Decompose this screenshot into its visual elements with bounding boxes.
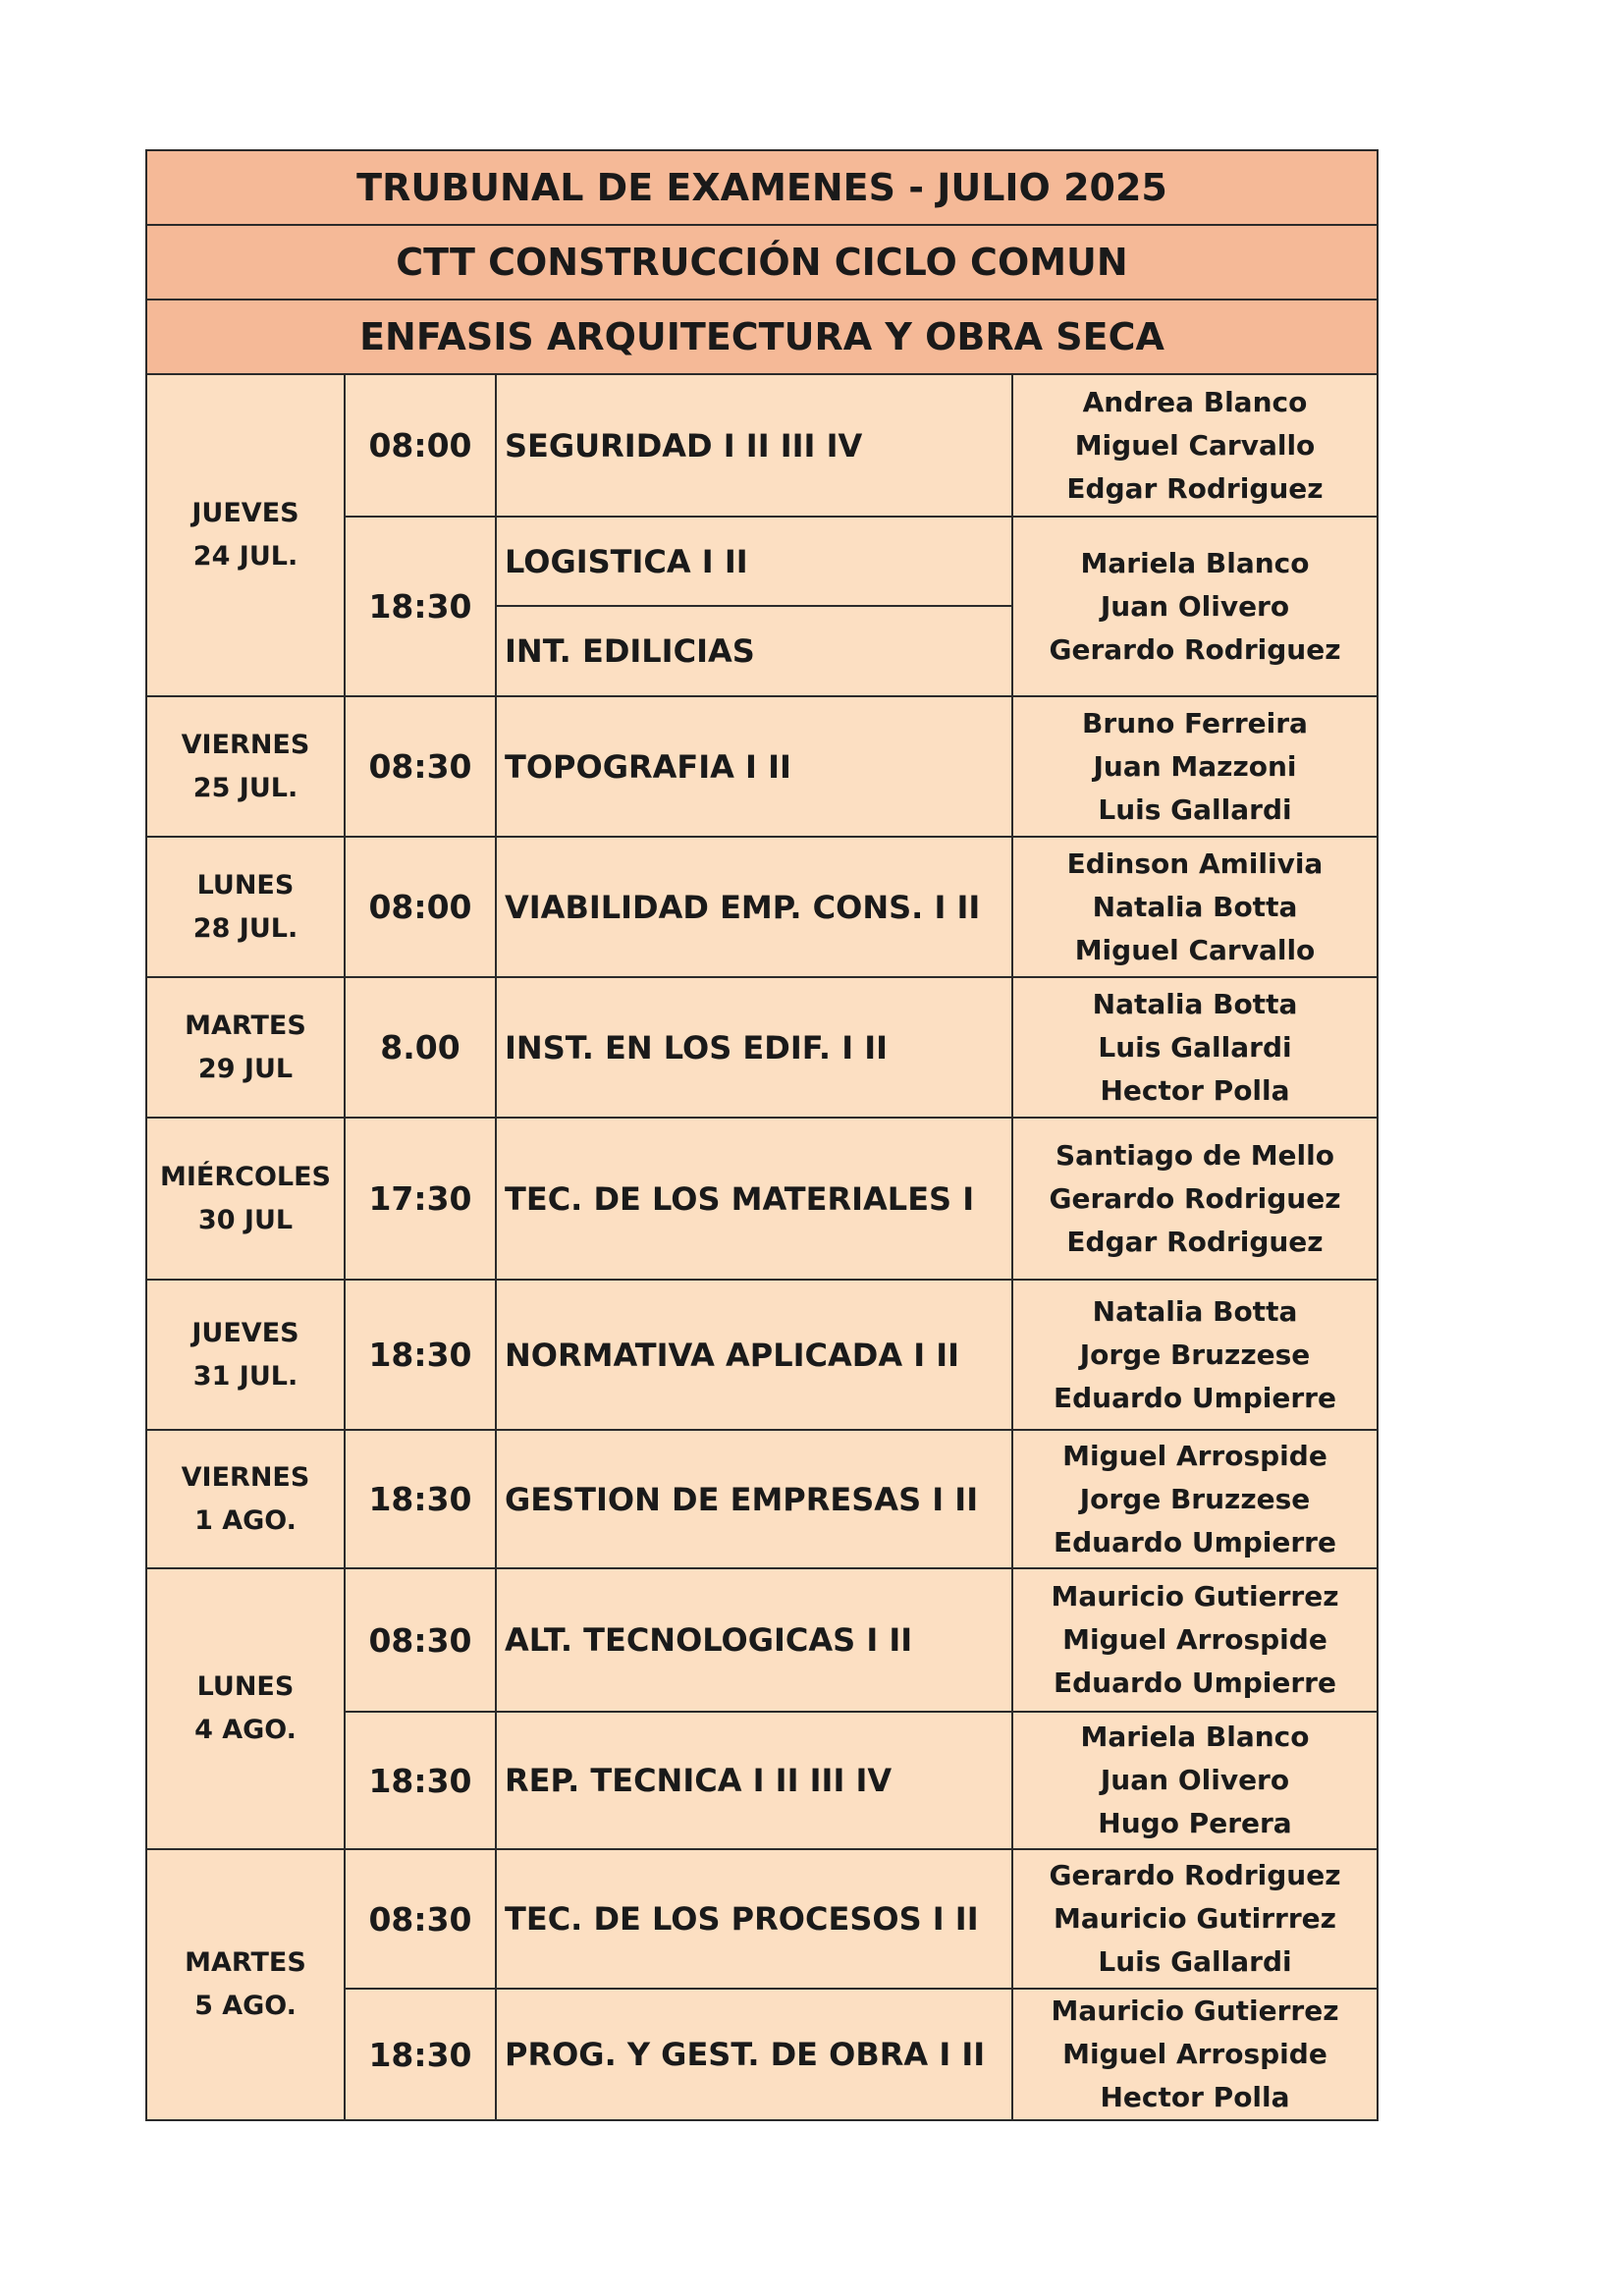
exam-time: 18:30 <box>345 1989 496 2120</box>
schedule-row <box>146 977 1378 1118</box>
exam-weekday: JUEVES <box>191 498 299 528</box>
exam-time: 8.00 <box>345 977 496 1118</box>
emphasis-row <box>146 300 1378 374</box>
schedule-subtitle: CTT CONSTRUCCIÓN CICLO COMUN <box>146 225 1378 300</box>
tribunal-member: Eduardo Umpierre <box>1054 1381 1336 1414</box>
exam-date: 4 AGO. <box>194 1715 297 1745</box>
exam-subject: TOPOGRAFIA I II <box>496 696 1012 837</box>
exam-time: 08:30 <box>345 696 496 837</box>
exam-tribunal <box>1012 977 1378 1118</box>
tribunal-member: Miguel Carvallo <box>1074 933 1316 966</box>
exam-date: 31 JUL. <box>192 1360 298 1392</box>
exam-subject: TEC. DE LOS PROCESOS I II <box>496 1849 1012 1989</box>
exam-day-cell <box>146 1849 345 2120</box>
schedule-row <box>146 696 1378 837</box>
exam-subject: NORMATIVA APLICADA I II <box>496 1280 1012 1430</box>
exam-date: 29 JUL <box>197 1053 294 1084</box>
tribunal-member: Mauricio Gutierrez <box>1051 1995 1339 2027</box>
exam-weekday: MARTES <box>185 1947 306 1978</box>
exam-day-cell <box>146 1118 345 1280</box>
tribunal-member: Hector Polla <box>1100 2081 1290 2113</box>
exam-tribunal <box>1012 1118 1378 1280</box>
exam-schedule-body <box>146 150 1378 2120</box>
exam-date: 1 AGO. <box>194 1504 297 1536</box>
exam-tribunal <box>1012 1568 1378 1712</box>
exam-tribunal <box>1012 696 1378 837</box>
tribunal-member: Gerardo Rodriguez <box>1049 1181 1341 1215</box>
exam-time: 18:30 <box>345 517 496 696</box>
tribunal-member: Eduardo Umpierre <box>1054 1525 1336 1558</box>
exam-subject: TEC. DE LOS MATERIALES I <box>496 1118 1012 1280</box>
tribunal-member: Luis Gallardi <box>1098 1945 1292 1978</box>
tribunal-member: Eduardo Umpierre <box>1054 1667 1336 1699</box>
exam-weekday: MIÉRCOLES <box>159 1161 331 1192</box>
exam-day-cell <box>146 696 345 837</box>
tribunal-member: Jorge Bruzzese <box>1079 1338 1311 1371</box>
exam-tribunal <box>1012 517 1378 696</box>
tribunal-member: Juan Olivero <box>1100 589 1290 623</box>
exam-time: 18:30 <box>345 1280 496 1430</box>
exam-time: 18:30 <box>345 1712 496 1849</box>
exam-tribunal <box>1012 1430 1378 1568</box>
exam-subject: LOGISTICA I II <box>496 517 1012 606</box>
schedule-row <box>146 374 1378 517</box>
tribunal-member: Miguel Arrospide <box>1062 1439 1327 1472</box>
exam-day-cell <box>146 837 345 977</box>
schedule-row <box>146 1849 1378 1989</box>
exam-weekday: LUNES <box>196 869 295 901</box>
tribunal-member: Miguel Arrospide <box>1062 2038 1327 2070</box>
tribunal-member: Juan Mazzoni <box>1093 749 1297 783</box>
exam-subject: INST. EN LOS EDIF. I II <box>496 977 1012 1118</box>
schedule-emphasis: ENFASIS ARQUITECTURA Y OBRA SECA <box>146 300 1378 374</box>
schedule-row <box>146 1280 1378 1430</box>
exam-weekday: JUEVES <box>191 1317 299 1348</box>
exam-time: 08:30 <box>345 1849 496 1989</box>
tribunal-member: Luis Gallardi <box>1098 793 1292 826</box>
exam-date: 24 JUL. <box>192 541 298 572</box>
exam-day-cell <box>146 977 345 1118</box>
exam-tribunal <box>1012 1712 1378 1849</box>
exam-day-cell <box>146 374 345 696</box>
tribunal-member: Gerardo Rodriguez <box>1049 1859 1341 1891</box>
tribunal-member: Natalia Botta <box>1092 1294 1298 1328</box>
tribunal-member: Bruno Ferreira <box>1082 706 1308 739</box>
exam-time: 17:30 <box>345 1118 496 1280</box>
exam-weekday: MARTES <box>185 1010 306 1041</box>
schedule-row <box>146 1430 1378 1568</box>
exam-day-cell <box>146 1280 345 1430</box>
schedule-row <box>146 837 1378 977</box>
exam-date: 28 JUL. <box>192 912 298 944</box>
tribunal-member: Andrea Blanco <box>1082 385 1308 418</box>
tribunal-member: Santiago de Mello <box>1056 1138 1334 1172</box>
exam-subject: VIABILIDAD EMP. CONS. I II <box>496 837 1012 977</box>
exam-subject: ALT. TECNOLOGICAS I II <box>496 1568 1012 1712</box>
exam-subject: SEGURIDAD I II III IV <box>496 374 1012 517</box>
tribunal-member: Mariela Blanco <box>1080 546 1310 579</box>
tribunal-member: Mauricio Gutierrez <box>1051 1580 1339 1613</box>
tribunal-member: Hugo Perera <box>1098 1807 1292 1839</box>
exam-tribunal <box>1012 374 1378 517</box>
tribunal-member: Gerardo Rodriguez <box>1049 632 1341 666</box>
tribunal-member: Juan Olivero <box>1100 1764 1290 1796</box>
title-row <box>146 150 1378 225</box>
tribunal-member: Edgar Rodriguez <box>1066 471 1324 505</box>
exam-subject: PROG. Y GEST. DE OBRA I II <box>496 1989 1012 2120</box>
tribunal-member: Miguel Arrospide <box>1062 1623 1327 1656</box>
tribunal-member: Mauricio Gutirrrez <box>1054 1902 1336 1935</box>
exam-time: 08:00 <box>345 837 496 977</box>
exam-subject: GESTION DE EMPRESAS I II <box>496 1430 1012 1568</box>
exam-tribunal <box>1012 1989 1378 2120</box>
exam-weekday: VIERNES <box>181 1461 310 1493</box>
exam-date: 5 AGO. <box>194 1991 297 2021</box>
exam-weekday: LUNES <box>196 1671 295 1702</box>
exam-tribunal <box>1012 837 1378 977</box>
tribunal-member: Miguel Carvallo <box>1074 428 1316 462</box>
exam-date: 30 JUL <box>197 1204 294 1235</box>
exam-time: 08:30 <box>345 1568 496 1712</box>
tribunal-member: Edgar Rodriguez <box>1066 1225 1324 1258</box>
tribunal-member: Mariela Blanco <box>1080 1721 1310 1753</box>
exam-time: 08:00 <box>345 374 496 517</box>
exam-day-cell <box>146 1568 345 1849</box>
schedule-row <box>146 1568 1378 1712</box>
exam-tribunal <box>1012 1280 1378 1430</box>
exam-schedule-table <box>145 149 1379 2121</box>
tribunal-member: Edinson Amilivia <box>1066 847 1324 880</box>
tribunal-member: Jorge Bruzzese <box>1079 1482 1311 1515</box>
subtitle-row <box>146 225 1378 300</box>
exam-subject: REP. TECNICA I II III IV <box>496 1712 1012 1849</box>
tribunal-member: Natalia Botta <box>1092 987 1298 1020</box>
schedule-row <box>146 1118 1378 1280</box>
tribunal-member: Luis Gallardi <box>1098 1030 1292 1064</box>
exam-weekday: VIERNES <box>181 729 310 760</box>
exam-tribunal <box>1012 1849 1378 1989</box>
exam-time: 18:30 <box>345 1430 496 1568</box>
tribunal-member: Hector Polla <box>1100 1073 1290 1107</box>
exam-subject: INT. EDILICIAS <box>496 606 1012 696</box>
schedule-title: TRUBUNAL DE EXAMENES - JULIO 2025 <box>146 150 1378 225</box>
exam-day-cell <box>146 1430 345 1568</box>
tribunal-member: Natalia Botta <box>1092 890 1298 923</box>
exam-date: 25 JUL. <box>192 772 298 803</box>
